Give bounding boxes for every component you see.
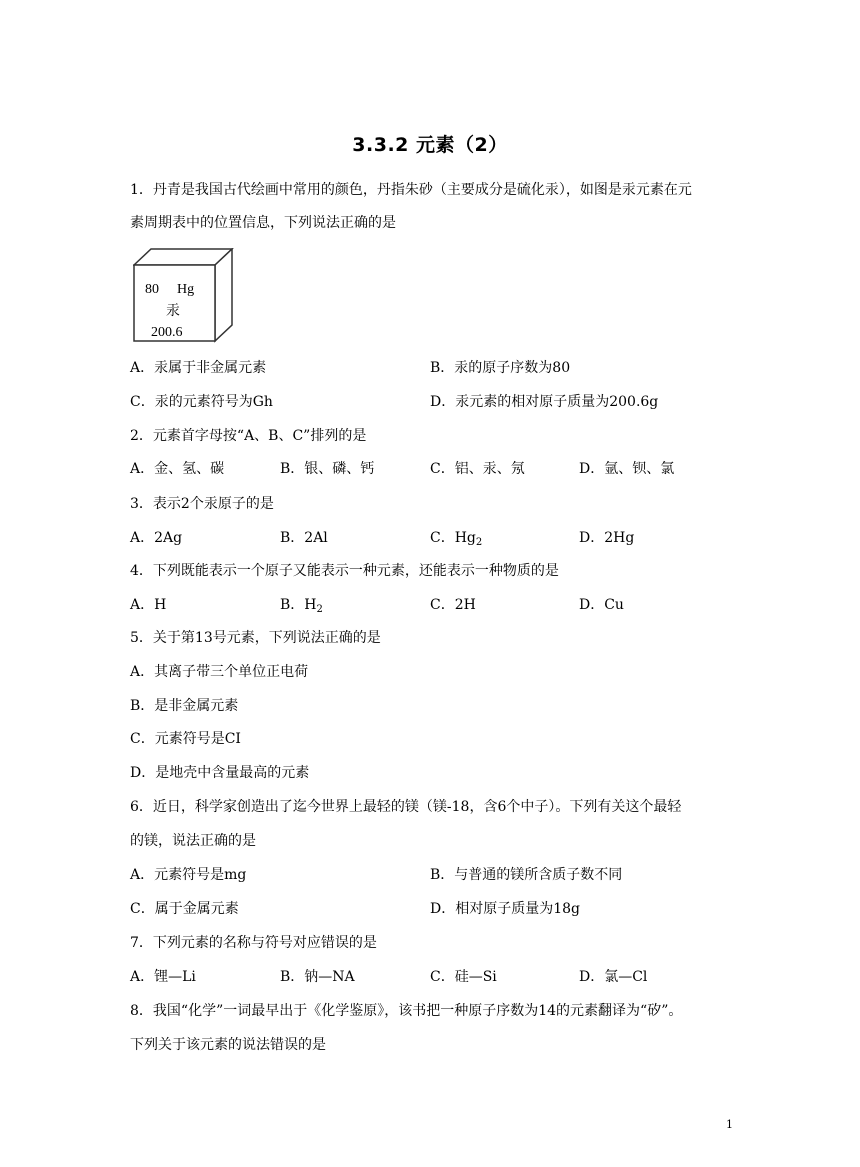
question-1-stem-line-1: 1．丹青是我国古代绘画中常用的颜色，丹指朱砂（主要成分是硫化汞），如图是汞元素在元 <box>130 182 692 198</box>
question-8-stem-line-1: 8．我国“化学”一词最早出于《化学鉴原》，该书把一种原子序数为14的元素翻译为“矽”。 <box>130 1003 683 1019</box>
question-7-option-d[interactable]: D．氯—Cl <box>579 969 648 985</box>
question-4-option-b-text: B．H <box>280 597 317 613</box>
question-4-option-b[interactable] <box>280 595 323 620</box>
question-5-option-a[interactable]: A．其离子带三个单位正电荷 <box>130 664 309 680</box>
question-2-stem: 2．元素首字母按“A、B、C”排列的是 <box>130 428 367 444</box>
question-8-stem-line-2: 下列关于该元素的说法错误的是 <box>130 1037 326 1053</box>
question-4-option-c[interactable]: C．2H <box>430 597 476 613</box>
question-5-option-b[interactable]: B．是非金属元素 <box>130 698 239 714</box>
question-5-option-d[interactable]: D．是地壳中含量最高的元素 <box>130 765 310 781</box>
tile-atomic-number: 80 <box>145 282 159 297</box>
question-5-stem: 5．关于第13号元素，下列说法正确的是 <box>130 630 381 646</box>
question-2-option-b[interactable]: B．银、磷、钙 <box>280 461 375 477</box>
question-4-stem: 4．下列既能表示一个原子又能表示一种元素，还能表示一种物质的是 <box>130 563 559 579</box>
question-1-option-b[interactable]: B．汞的原子序数为80 <box>430 360 571 376</box>
tile-symbol: Hg <box>177 282 195 297</box>
tile-atomic-mass: 200.6 <box>151 325 183 340</box>
question-7-option-b[interactable]: B．钠—NA <box>280 969 355 985</box>
question-5-option-c[interactable]: C．元素符号是CI <box>130 731 241 747</box>
question-1-stem-line-2: 素周期表中的位置信息，下列说法正确的是 <box>130 215 396 231</box>
page-title: 3.3.2 元素（2） <box>352 134 508 156</box>
question-4-option-d[interactable]: D．Cu <box>579 597 624 613</box>
question-7-stem: 7．下列元素的名称与符号对应错误的是 <box>130 935 377 951</box>
question-1-option-c[interactable]: C．汞的元素符号为Gh <box>130 394 273 410</box>
question-2-option-a[interactable]: A．金、氢、碳 <box>130 461 225 477</box>
question-3-option-c[interactable] <box>430 528 482 553</box>
question-1-option-a[interactable]: A．汞属于非金属元素 <box>130 360 267 376</box>
question-3-option-d[interactable]: D．2Hg <box>579 530 635 546</box>
question-6-stem-line-1: 6．近日，科学家创造出了迄今世界上最轻的镁（镁-18，含6个中子）。下列有关这个最轻 <box>130 799 682 815</box>
question-3-option-a[interactable]: A．2Ag <box>130 530 183 546</box>
question-4-option-a[interactable]: A．H <box>130 597 167 613</box>
question-2-option-c[interactable]: C．铝、汞、氖 <box>430 461 525 477</box>
question-6-stem-line-2: 的镁，说法正确的是 <box>130 833 256 849</box>
tile-element-name: 汞 <box>166 304 180 319</box>
question-3-option-c-subscript: 2 <box>475 537 483 548</box>
question-3-option-c-text: C．Hg <box>430 530 476 546</box>
question-6-option-b[interactable]: B．与普通的镁所含质子数不同 <box>430 867 623 883</box>
question-6-option-c[interactable]: C．属于金属元素 <box>130 901 239 917</box>
question-3-stem: 3．表示2个汞原子的是 <box>130 496 274 512</box>
question-4-option-b-subscript: 2 <box>316 604 323 615</box>
question-6-option-a[interactable]: A．元素符号是mg <box>130 867 247 883</box>
question-7-option-c[interactable]: C．硅—Si <box>430 969 497 985</box>
mercury-element-tile <box>133 248 235 344</box>
question-1-option-d[interactable]: D．汞元素的相对原子质量为200.6g <box>430 394 659 410</box>
question-2-option-d[interactable]: D．氩、钡、氯 <box>579 461 675 477</box>
question-7-option-a[interactable]: A．锂—Li <box>130 969 196 985</box>
page-number: 1 <box>726 1118 733 1131</box>
question-6-option-d[interactable]: D．相对原子质量为18g <box>430 901 581 917</box>
question-3-option-b[interactable]: B．2Al <box>280 530 328 546</box>
